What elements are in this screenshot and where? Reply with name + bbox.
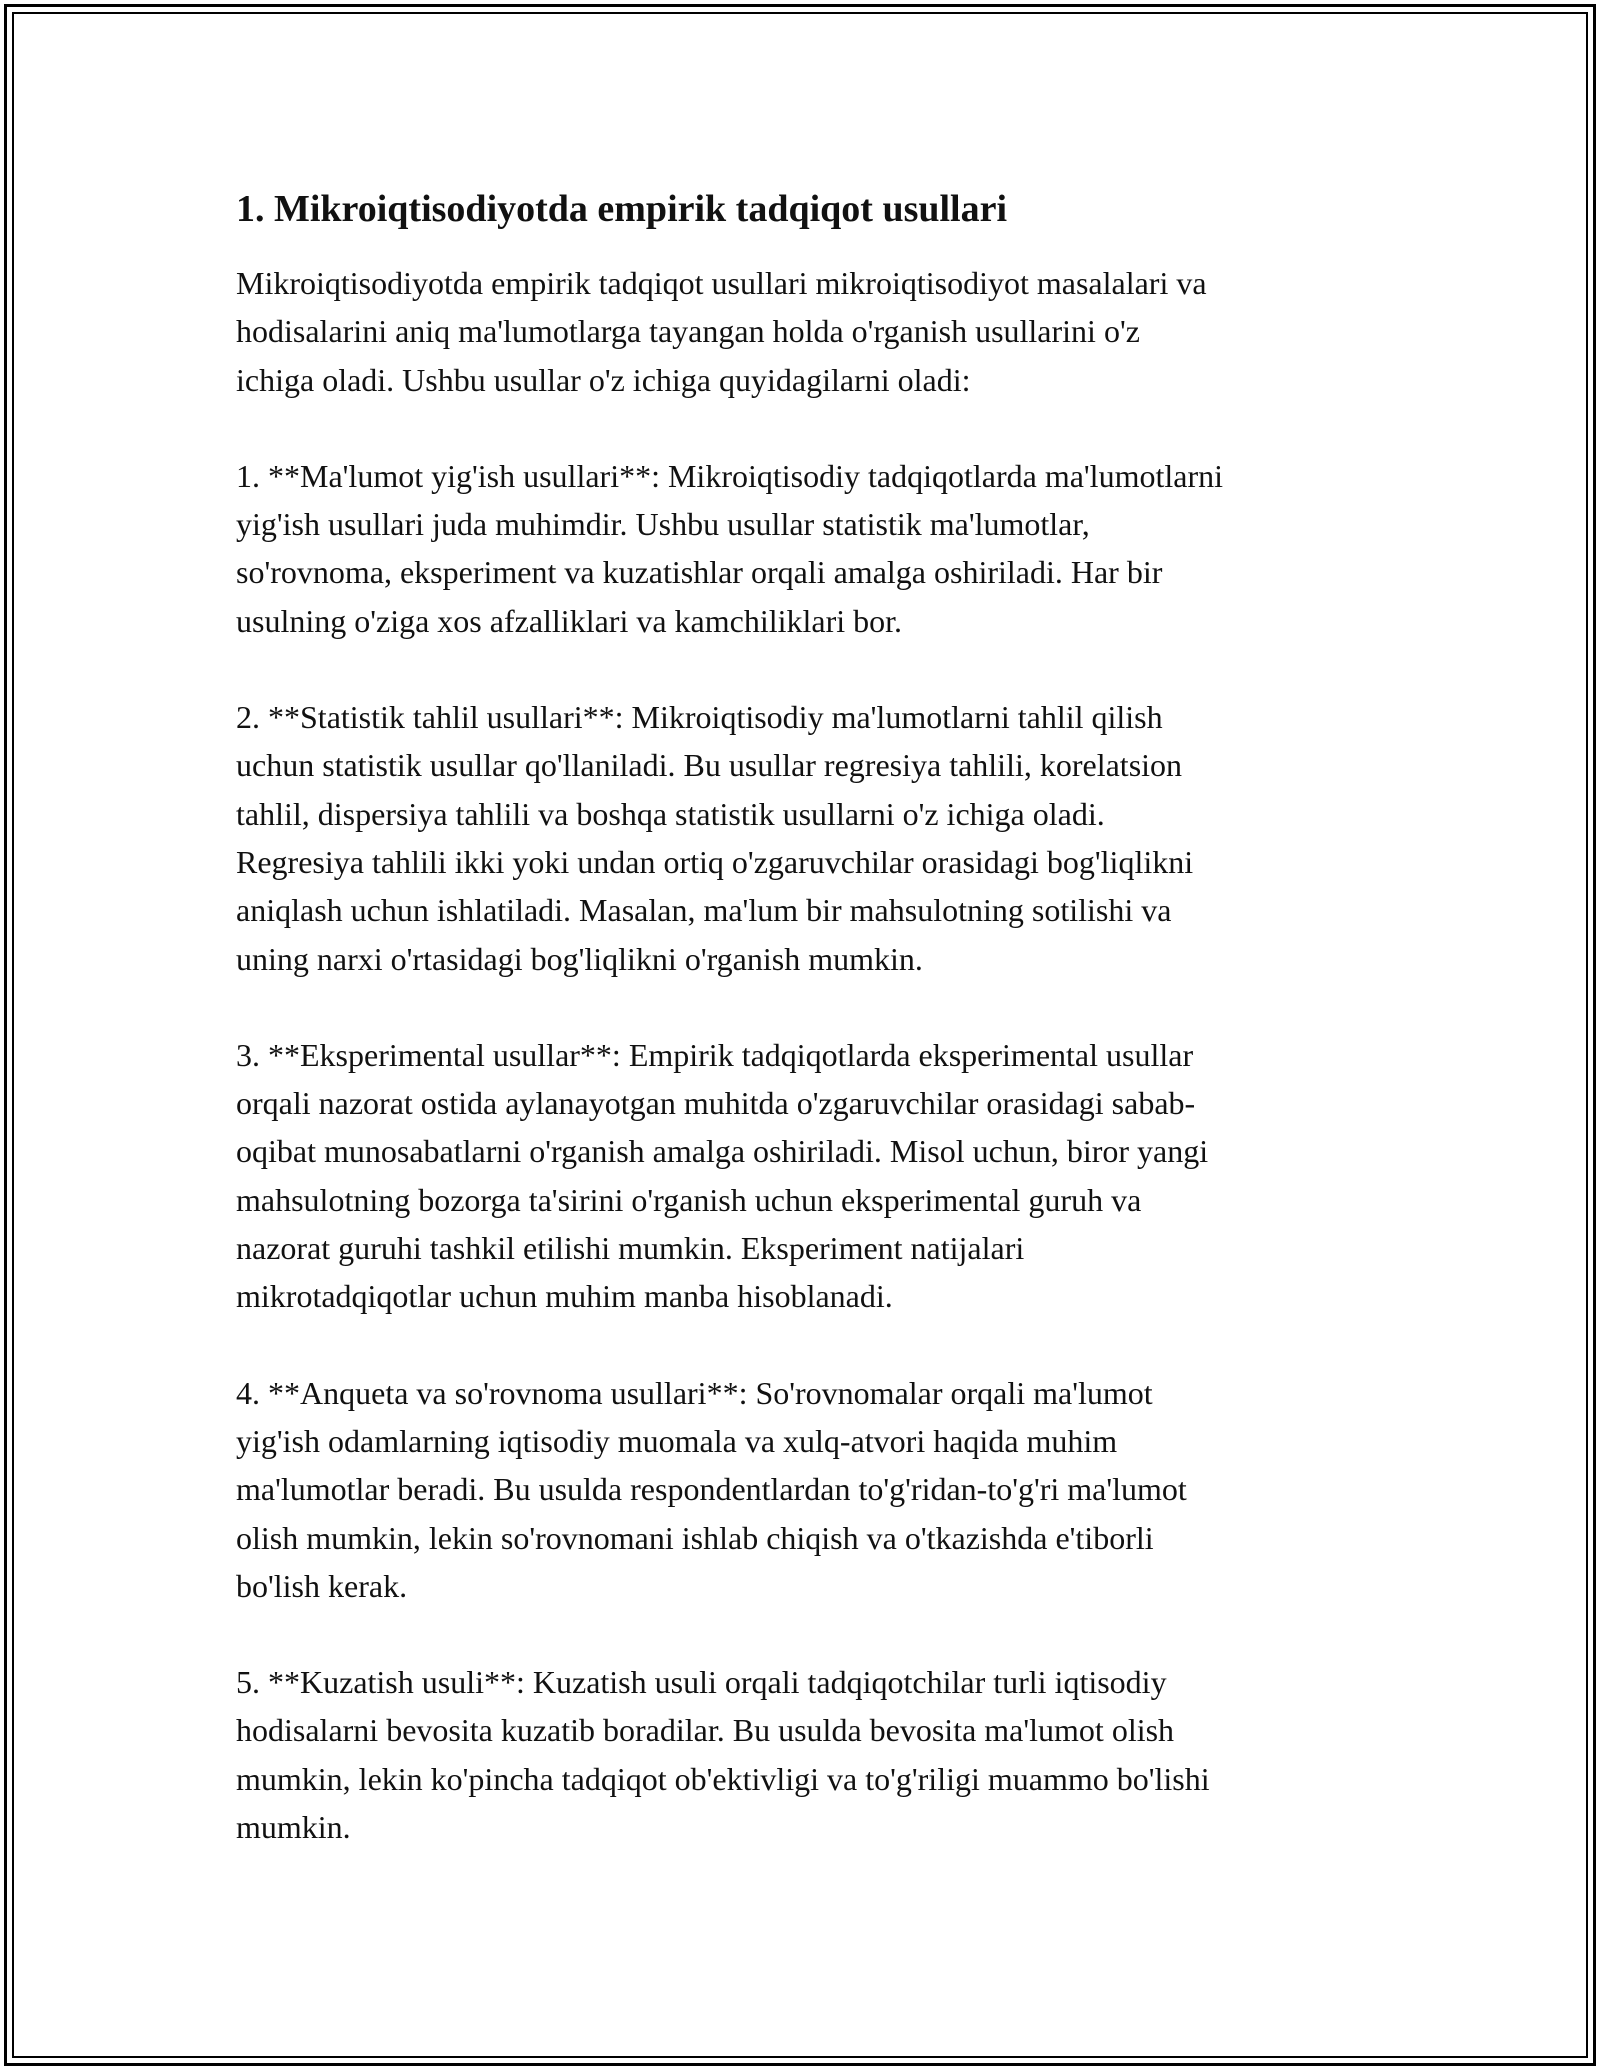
paragraph-data-collection-methods: 1. **Ma'lumot yig'ish usullari**: Mikroiqtisodiy tadqiqotlarda ma'lumotlarni yig'ish usullari juda muhimdir. Ushbu usullar statistik ma'lumotlar, so'rovnoma, eksperiment va kuzatishlar orqali amalga oshiriladi. Har bir usulning o'ziga xos afzalliklari va kamchiliklari bor. [236,457,1223,639]
intro-paragraph: Mikroiqtisodiyotda empirik tadqiqot usullari mikroiqtisodiyot masalalari va hodisalarini aniq ma'lumotlarga tayangan holda o'rganish usullarini o'z ichiga oladi. Ushbu usullar o'z ichiga quyidagilarni oladi: [236,265,1207,398]
paragraph-statistical-analysis-methods: 2. **Statistik tahlil usullari**: Mikroiqtisodiy ma'lumotlarni tahlil qilish uchun statistik usullar qo'llaniladi. Bu usullar regresiya tahlili, korelatsion tahlil, dispersiya tahlili va boshqa statistik usullarni o'z ichiga oladi. Regresiya tahlili ikki yoki undan ortiq o'zgaruvchilar orasidagi bog'liqlikni aniqlash uchun ishlatiladi. Masalan, ma'lum bir mahsulotning sotilishi va uning narxi o'rtasidagi bog'liqlikni o'rganish mumkin. [236,699,1194,977]
document-body [236,185,1376,1899]
paragraph-survey-methods: 4. **Anqueta va so'rovnoma usullari**: So'rovnomalar orqali ma'lumot yig'ish odamlarning iqtisodiy muomala va xulq-atvori haqida muhim ma'lumotlar beradi. Bu usulda respondentlardan to'g'ridan-to'g'ri ma'lumot olish mumkin, lekin so'rovnomani ishlab chiqish va o'tkazishda e'tiborli bo'lish kerak. [236,1374,1187,1604]
paragraph-observation-method: 5. **Kuzatish usuli**: Kuzatish usuli orqali tadqiqotchilar turli iqtisodiy hodisalarni bevosita kuzatib boradilar. Bu usulda bevosita ma'lumot olish mumkin, lekin ko'pincha tadqiqot ob'ektivligi va to'g'riligi muammo bo'lishi mumkin. [236,1664,1210,1846]
document-title: 1. Mikroiqtisodiyotda empirik tadqiqot usullari [236,188,1008,230]
paragraph-experimental-methods: 3. **Eksperimental usullar**: Empirik tadqiqotlarda eksperimental usullar orqali nazorat ostida aylanayotgan muhitda o'zgaruvchilar orasidagi sabab- oqibat munosabatlarni o'rganish amalga oshiriladi. Misol uchun, biror yangi mahsulotning bozorga ta'sirini o'rganish uchun eksperimental guruh va nazorat guruhi tashkil etilishi mumkin. Eksperiment natijalari mikrotadqiqotlar uchun muhim manba hisoblanadi. [236,1036,1209,1315]
